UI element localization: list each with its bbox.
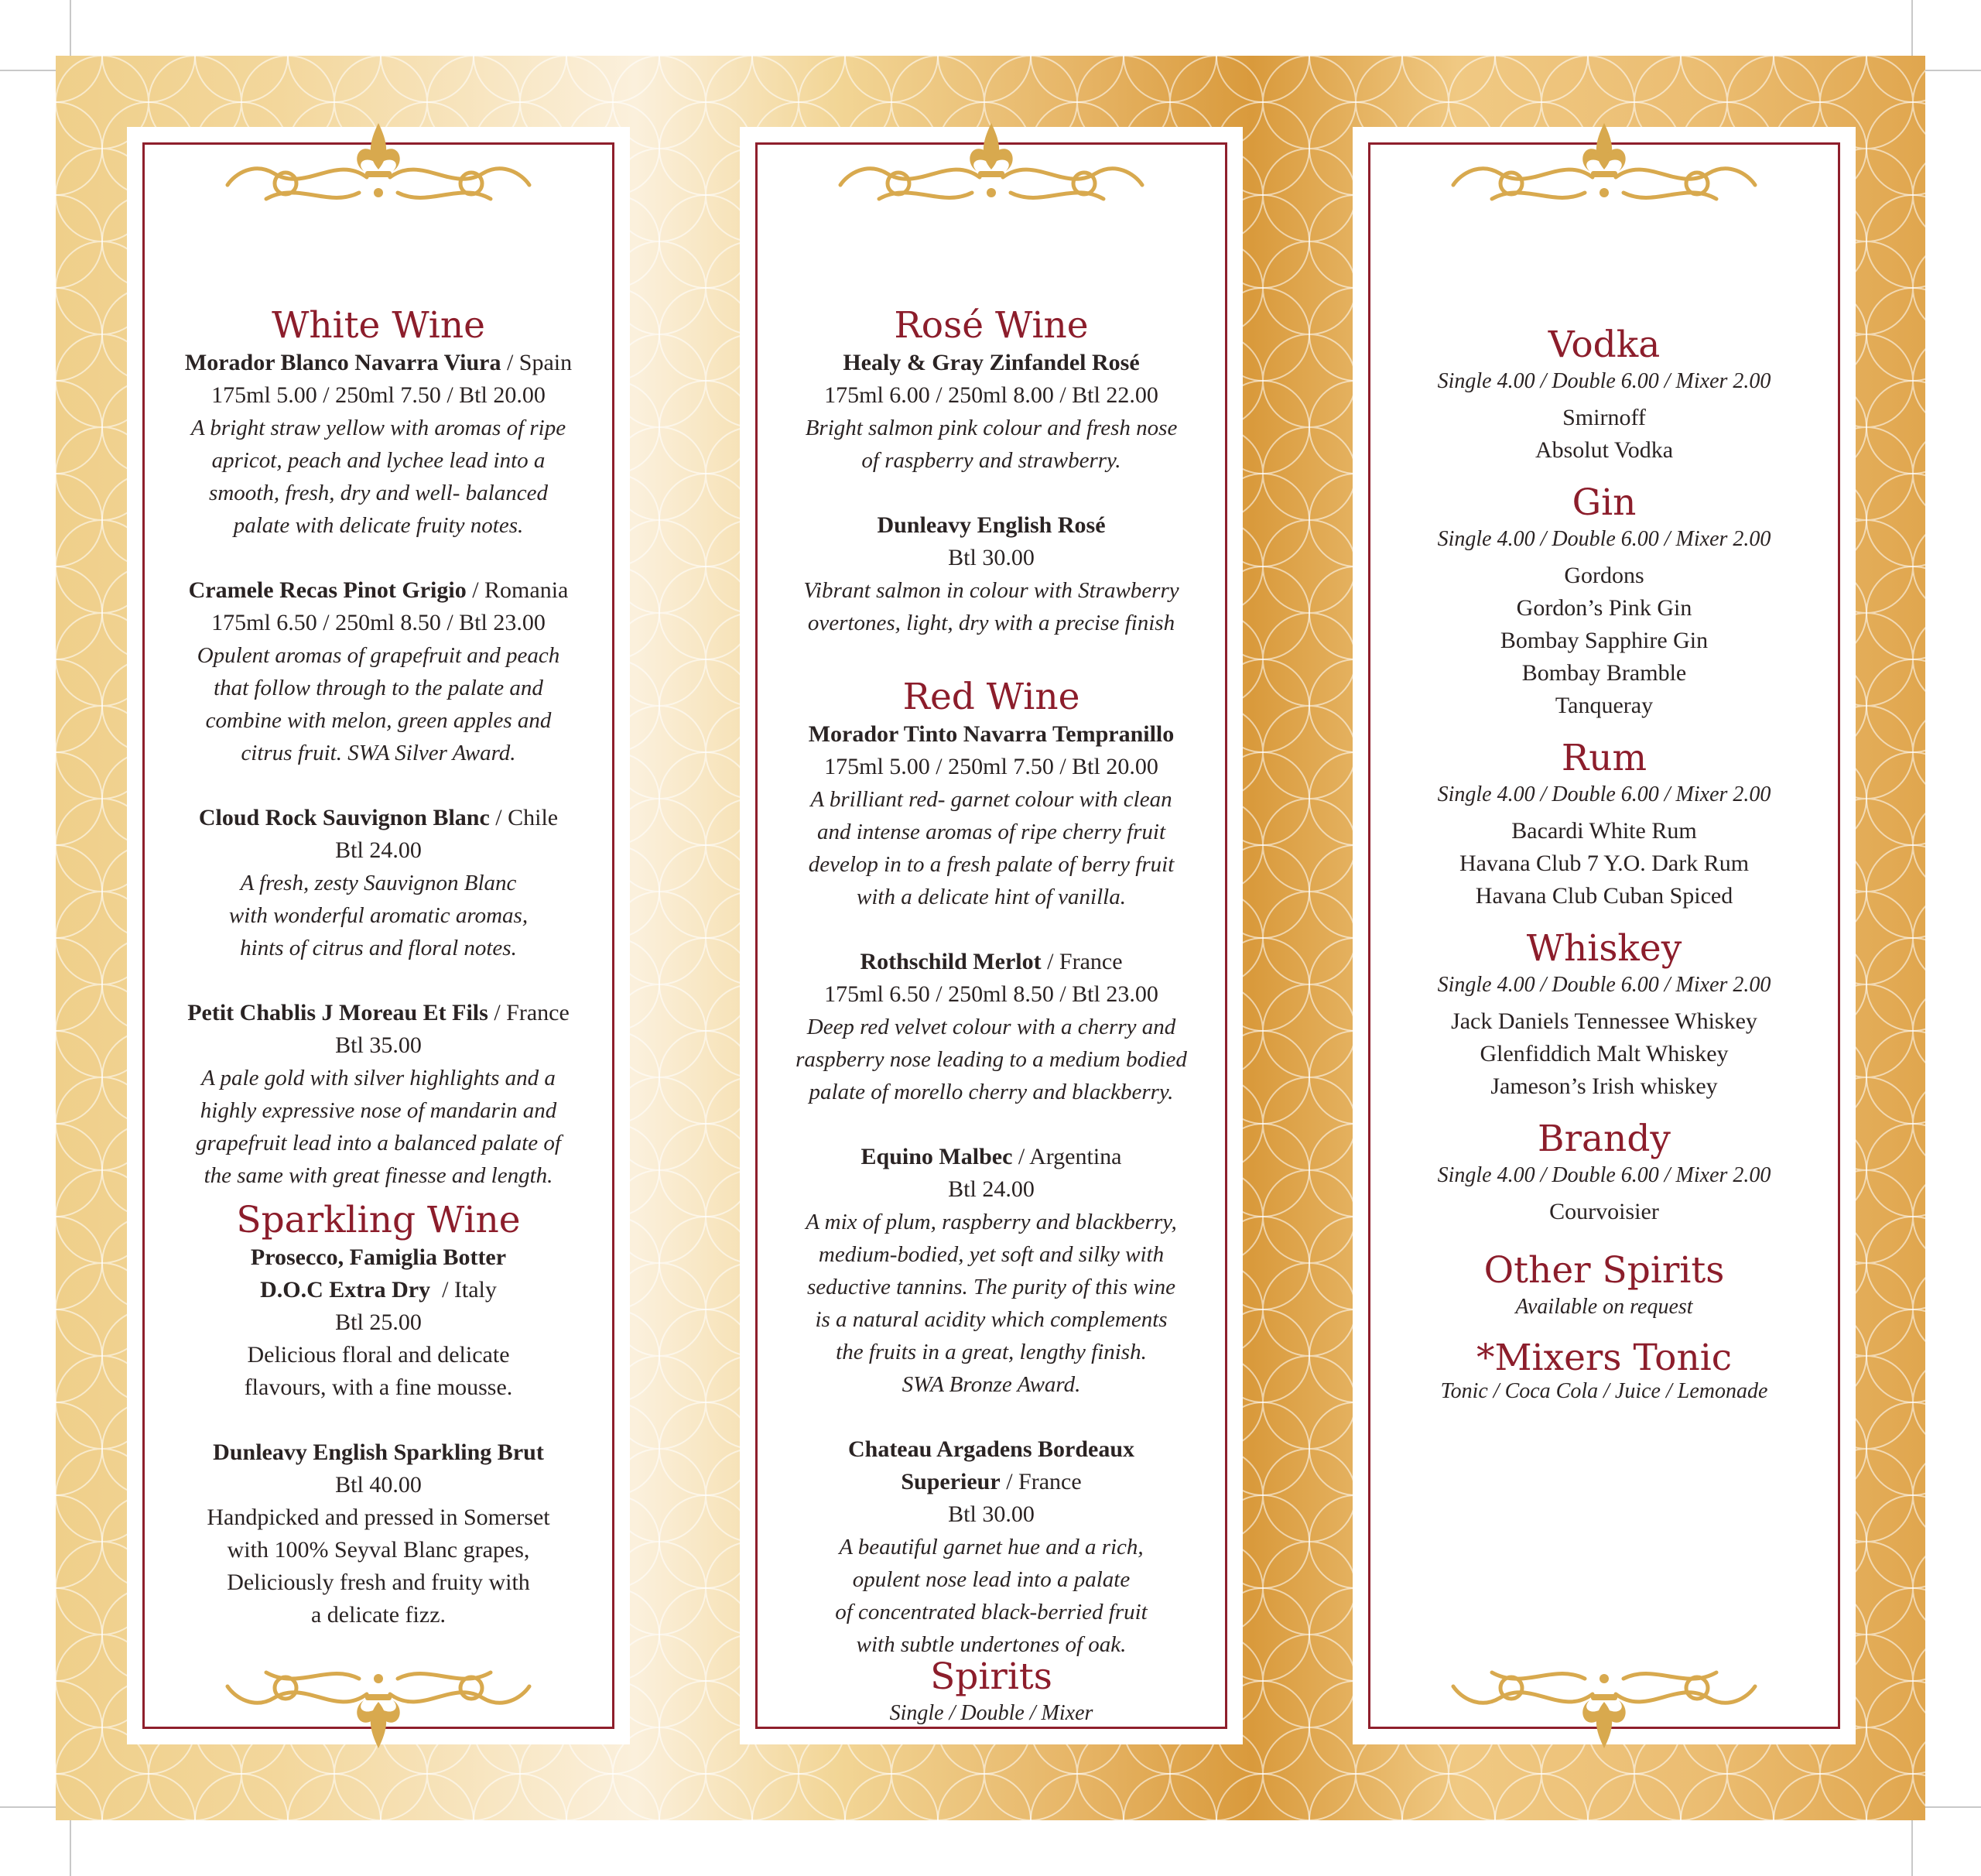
spirit-item: Bombay Sapphire Gin — [1500, 628, 1709, 654]
wine-desc: with wonderful aromatic aromas, — [228, 903, 529, 929]
wine-origin: / France — [488, 1000, 570, 1026]
spirit-section — [1368, 1118, 1840, 1228]
wine-desc: citrus fruit. SWA Silver Award. — [241, 741, 516, 766]
wine-price: Btl 24.00 — [335, 837, 422, 864]
wine-price: 175ml 6.00 / 250ml 8.00 / Btl 22.00 — [824, 382, 1158, 409]
wine-price: Btl 30.00 — [948, 545, 1035, 571]
mixers-subtitle: Tonic / Coca Cola / Juice / Lemonade — [1440, 1379, 1768, 1404]
wine-name: Dunleavy English Rosé — [877, 512, 1106, 539]
wine-desc: a delicate fizz. — [310, 1602, 446, 1628]
wine-desc: the fruits in a great, lengthy finish. — [836, 1340, 1147, 1365]
section-heading: Vodka — [1548, 324, 1661, 366]
wine-desc: SWA Bronze Award. — [902, 1372, 1081, 1398]
wine-desc: and intense aromas of ripe cherry fruit — [817, 820, 1165, 845]
spirit-price: Single 4.00 / Double 6.00 / Mixer 2.00 — [1437, 1163, 1771, 1188]
panel-white-sparkling — [127, 127, 630, 1744]
spirit-item: Jameson’s Irish whiskey — [1490, 1073, 1718, 1100]
wine-name: Morador Tinto Navarra Tempranillo — [808, 721, 1175, 748]
wine-item — [755, 347, 1227, 477]
wine-desc: palate with delicate fruity notes. — [233, 513, 524, 539]
spirit-item: Havana Club Cuban Spiced — [1475, 883, 1733, 909]
wine-origin: / France — [1000, 1469, 1082, 1495]
fleur-ornament-icon — [212, 1648, 545, 1764]
wine-desc: the same with great finesse and length. — [204, 1163, 553, 1189]
wine-desc: highly expressive nose of mandarin and — [200, 1098, 557, 1124]
spirit-section — [1368, 482, 1840, 722]
wine-desc: raspberry nose leading to a medium bodied — [795, 1047, 1187, 1073]
section-heading: Whiskey — [1526, 927, 1682, 971]
wine-desc: smooth, fresh, dry and well- balanced — [209, 481, 548, 506]
spirit-item: Smirnoff — [1562, 405, 1646, 431]
wine-price: Btl 40.00 — [335, 1472, 422, 1498]
wine-desc: apricot, peach and lychee lead into a — [211, 448, 546, 474]
section-heading: Spirits — [930, 1655, 1052, 1699]
wine-desc: Delicious floral and delicate — [247, 1342, 510, 1368]
panel-content — [142, 305, 614, 1631]
spirit-item: Havana Club 7 Y.O. Dark Rum — [1459, 851, 1750, 877]
spirit-section — [1368, 1250, 1840, 1323]
panel-content — [755, 305, 1227, 1729]
wine-desc: of raspberry and strawberry. — [861, 448, 1121, 474]
spirit-price: Single 4.00 / Double 6.00 / Mixer 2.00 — [1437, 369, 1771, 394]
wine-desc: A beautiful garnet hue and a rich, — [839, 1535, 1144, 1560]
wine-item — [755, 1433, 1227, 1661]
wine-item — [142, 1436, 614, 1631]
wine-item — [142, 347, 614, 542]
spirit-item: Gordon’s Pink Gin — [1516, 595, 1692, 621]
spirits-subtitle: Single / Double / Mixer — [889, 1701, 1093, 1726]
section-heading: White Wine — [272, 304, 485, 347]
wine-desc: Handpicked and pressed in Somerset — [207, 1505, 550, 1531]
wine-name: Cloud Rock Sauvignon Blanc — [198, 805, 490, 831]
wine-desc: overtones, light, dry with a precise finish — [807, 611, 1175, 636]
wine-item — [142, 1241, 614, 1404]
fleur-ornament-icon — [1438, 1648, 1771, 1764]
wine-item — [755, 1141, 1227, 1401]
spirit-section — [1368, 324, 1840, 467]
wine-desc: hints of citrus and floral notes. — [240, 936, 517, 961]
wine-name: Cramele Recas Pinot Grigio — [188, 577, 467, 604]
spirit-item: Gordons — [1564, 563, 1644, 589]
crop-mark — [1925, 1806, 1981, 1808]
wine-desc: Deliciously fresh and fruity with — [227, 1570, 530, 1596]
wine-name: Chateau Argadens Bordeaux — [847, 1436, 1135, 1463]
panel-spirits — [1353, 127, 1856, 1744]
spirit-item: Courvoisier — [1549, 1199, 1659, 1225]
wine-desc: develop in to a fresh palate of berry fruit — [808, 852, 1175, 878]
panel-content — [1368, 324, 1840, 1407]
wine-desc: A bright straw yellow with aromas of ripe — [190, 416, 566, 441]
wine-price: 175ml 6.50 / 250ml 8.50 / Btl 23.00 — [824, 981, 1158, 1008]
spirit-item: Glenfiddich Malt Whiskey — [1480, 1041, 1729, 1067]
section-heading: Other Spirits — [1483, 1249, 1725, 1292]
wine-desc: Vibrant salmon in colour with Strawberry — [803, 578, 1179, 604]
wine-desc: with a delicate hint of vanilla. — [857, 885, 1126, 910]
spirit-item: Absolut Vodka — [1535, 437, 1674, 464]
wine-desc: A pale gold with silver highlights and a — [201, 1066, 556, 1091]
wine-price: 175ml 5.00 / 250ml 7.50 / Btl 20.00 — [824, 754, 1158, 780]
wine-price: Btl 35.00 — [335, 1032, 422, 1059]
spirit-item: Tanqueray — [1555, 693, 1654, 719]
wine-desc: palate of morello cherry and blackberry. — [809, 1080, 1174, 1105]
wine-desc: Bright salmon pink colour and fresh nose — [805, 416, 1178, 441]
spirit-section — [1368, 738, 1840, 912]
wine-name: Superieur — [901, 1469, 1001, 1495]
wine-name: Petit Chablis J Moreau Et Fils — [187, 1000, 488, 1026]
spirit-section — [1368, 928, 1840, 1103]
wine-item — [755, 946, 1227, 1108]
wine-price: Btl 25.00 — [335, 1309, 422, 1336]
menu-sheet — [56, 56, 1925, 1820]
wine-desc: A brilliant red- garnet colour with clean — [810, 787, 1172, 813]
crop-mark — [0, 70, 56, 71]
wine-item — [755, 718, 1227, 913]
wine-origin: / Spain — [501, 350, 573, 376]
spirit-price: Single 4.00 / Double 6.00 / Mixer 2.00 — [1437, 527, 1771, 552]
wine-item — [755, 509, 1227, 639]
wine-name: Prosecco, Famiglia Botter — [250, 1244, 507, 1271]
wine-origin: / Chile — [489, 805, 559, 831]
wine-desc: A mix of plum, raspberry and blackberry, — [806, 1210, 1177, 1235]
panel-rose-red — [740, 127, 1243, 1744]
wine-desc: opulent nose lead into a palate — [852, 1567, 1131, 1593]
wine-desc: combine with melon, green apples and — [205, 708, 552, 734]
spirit-price: Single 4.00 / Double 6.00 / Mixer 2.00 — [1437, 782, 1771, 807]
wine-desc: with 100% Seyval Blanc grapes, — [227, 1537, 530, 1563]
section-heading: *Mixers Tonic — [1476, 1337, 1733, 1380]
spirit-item: Bacardi White Rum — [1511, 818, 1697, 844]
section-heading: Rum — [1561, 737, 1647, 780]
wine-price: Btl 30.00 — [948, 1501, 1035, 1528]
wine-desc: A fresh, zesty Sauvignon Blanc — [240, 871, 517, 896]
wine-origin: / France — [1041, 949, 1123, 975]
fleur-ornament-icon — [825, 108, 1158, 224]
wine-origin: / Romania — [466, 577, 569, 604]
wine-desc: Opulent aromas of grapefruit and peach — [197, 643, 560, 669]
section-heading: Sparkling Wine — [236, 1199, 521, 1242]
wine-price: Btl 24.00 — [948, 1176, 1035, 1203]
spirit-section — [1368, 1337, 1840, 1407]
wine-desc: that follow through to the palate and — [214, 676, 543, 701]
wine-desc: grapefruit lead into a balanced palate of — [195, 1131, 561, 1156]
wine-name: D.O.C Extra Dry — [260, 1277, 431, 1303]
spirit-item: Jack Daniels Tennessee Whiskey — [1451, 1008, 1757, 1035]
wine-desc: medium-bodied, yet soft and silky with — [818, 1242, 1165, 1268]
wine-name: Healy & Gray Zinfandel Rosé — [843, 350, 1140, 376]
wine-desc: of concentrated black-berried fruit — [835, 1600, 1148, 1625]
wine-item — [142, 997, 614, 1192]
section-heading: Rosé Wine — [894, 304, 1089, 347]
spirit-price: Single 4.00 / Double 6.00 / Mixer 2.00 — [1437, 973, 1771, 998]
wine-item — [142, 574, 614, 769]
crop-mark — [1911, 1820, 1913, 1876]
wine-name: Rothschild Merlot — [860, 949, 1042, 975]
wine-price: 175ml 6.50 / 250ml 8.50 / Btl 23.00 — [211, 610, 546, 636]
wine-origin: / Argentina — [1012, 1144, 1122, 1170]
section-heading: Brandy — [1538, 1118, 1671, 1161]
crop-mark — [1925, 70, 1981, 71]
spirit-item: Bombay Bramble — [1521, 660, 1687, 686]
wine-origin: / Italy — [430, 1277, 497, 1303]
crop-mark — [0, 1806, 56, 1808]
fleur-ornament-icon — [1438, 108, 1771, 224]
other-spirits-subtitle: Available on request — [1515, 1295, 1693, 1320]
wine-price: 175ml 5.00 / 250ml 7.50 / Btl 20.00 — [211, 382, 546, 409]
wine-desc: flavours, with a fine mousse. — [244, 1374, 513, 1401]
section-heading: Red Wine — [902, 676, 1080, 719]
wine-desc: with subtle undertones of oak. — [856, 1632, 1127, 1658]
crop-mark — [1911, 0, 1913, 56]
crop-mark — [70, 0, 71, 56]
wine-name: Equino Malbec — [860, 1144, 1013, 1170]
wine-item — [142, 802, 614, 964]
fleur-ornament-icon — [212, 108, 545, 224]
wine-name: Morador Blanco Navarra Viura — [184, 350, 501, 376]
wine-desc: seductive tannins. The purity of this wine — [806, 1275, 1176, 1300]
section-heading: Gin — [1572, 481, 1637, 525]
wine-desc: is a natural acidity which complements — [815, 1307, 1168, 1333]
wine-name: Dunleavy English Sparkling Brut — [213, 1440, 544, 1466]
wine-desc: Deep red velvet colour with a cherry and — [806, 1015, 1176, 1040]
crop-mark — [70, 1820, 71, 1876]
